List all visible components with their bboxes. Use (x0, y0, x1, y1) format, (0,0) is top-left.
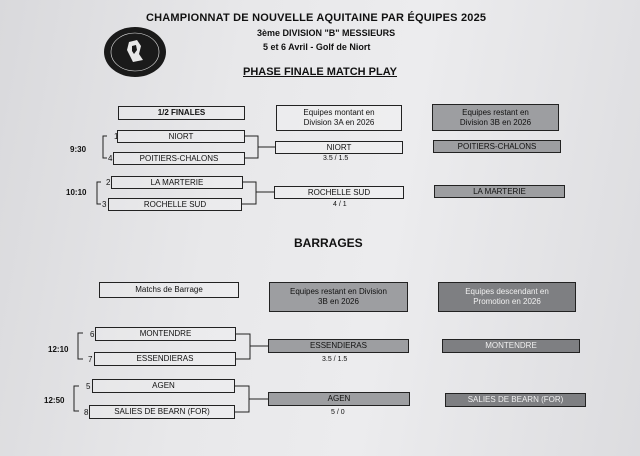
seed-number: 4 (108, 154, 113, 163)
loser-slot: SALIES DE BEARN (FOR) (445, 393, 586, 407)
match-time: 12:10 (48, 345, 69, 354)
relegated-header: Equipes descendant en Promotion en 2026 (438, 282, 576, 312)
winner-slot: ROCHELLE SUD (274, 186, 404, 199)
loser-slot: POITIERS-CHALONS (433, 140, 561, 153)
seed-number: 8 (84, 408, 89, 417)
loser-slot: MONTENDRE (442, 339, 580, 353)
barrages-title: BARRAGES (294, 236, 363, 250)
phase-finale-title: PHASE FINALE MATCH PLAY (243, 66, 398, 78)
loser-slot: LA MARTERIE (434, 185, 565, 198)
staying-3b-header: Equipes restant en Division 3B en 2026 (269, 282, 408, 312)
seed-number: 7 (88, 355, 93, 364)
championship-title: CHAMPIONNAT DE NOUVELLE AQUITAINE PAR ÉQUIPES 2025 (146, 12, 487, 24)
seed-number: 6 (90, 330, 95, 339)
match-score: 3.5 / 1.5 (322, 356, 348, 363)
match-score: 4 / 1 (333, 201, 347, 208)
seed-number: 3 (102, 200, 107, 209)
team-slot: AGEN (92, 379, 235, 393)
match-time: 9:30 (70, 145, 87, 154)
winner-slot: ESSENDIERAS (268, 339, 409, 353)
seed-number: 5 (86, 382, 91, 391)
match-time: 10:10 (66, 188, 87, 197)
staying-header: Equipes restant en Division 3B en 2026 (432, 104, 559, 131)
team-slot: MONTENDRE (95, 327, 236, 341)
seed-number: 1 (114, 132, 119, 141)
barrage-round-label: Matchs de Barrage (99, 282, 239, 298)
team-slot: POITIERS-CHALONS (113, 152, 245, 165)
team-slot: ESSENDIERAS (94, 352, 236, 366)
match-score: 3.5 / 1.5 (323, 155, 349, 162)
division-subtitle: 3ème DIVISION "B" MESSIEURS (257, 28, 396, 38)
team-slot: SALIES DE BEARN (FOR) (89, 405, 235, 419)
match-score: 5 / 0 (331, 409, 345, 416)
date-place: 5 et 6 Avril - Golf de Niort (263, 42, 371, 52)
match-time: 12:50 (44, 396, 65, 405)
team-slot: NIORT (117, 130, 245, 143)
promoted-header: Equipes montant en Division 3A en 2026 (276, 105, 402, 131)
team-slot: LA MARTERIE (111, 176, 243, 189)
team-slot: ROCHELLE SUD (108, 198, 242, 211)
winner-slot: AGEN (268, 392, 410, 406)
seed-number: 2 (106, 178, 111, 187)
semifinals-label: 1/2 FINALES (118, 106, 245, 120)
winner-slot: NIORT (275, 141, 403, 154)
